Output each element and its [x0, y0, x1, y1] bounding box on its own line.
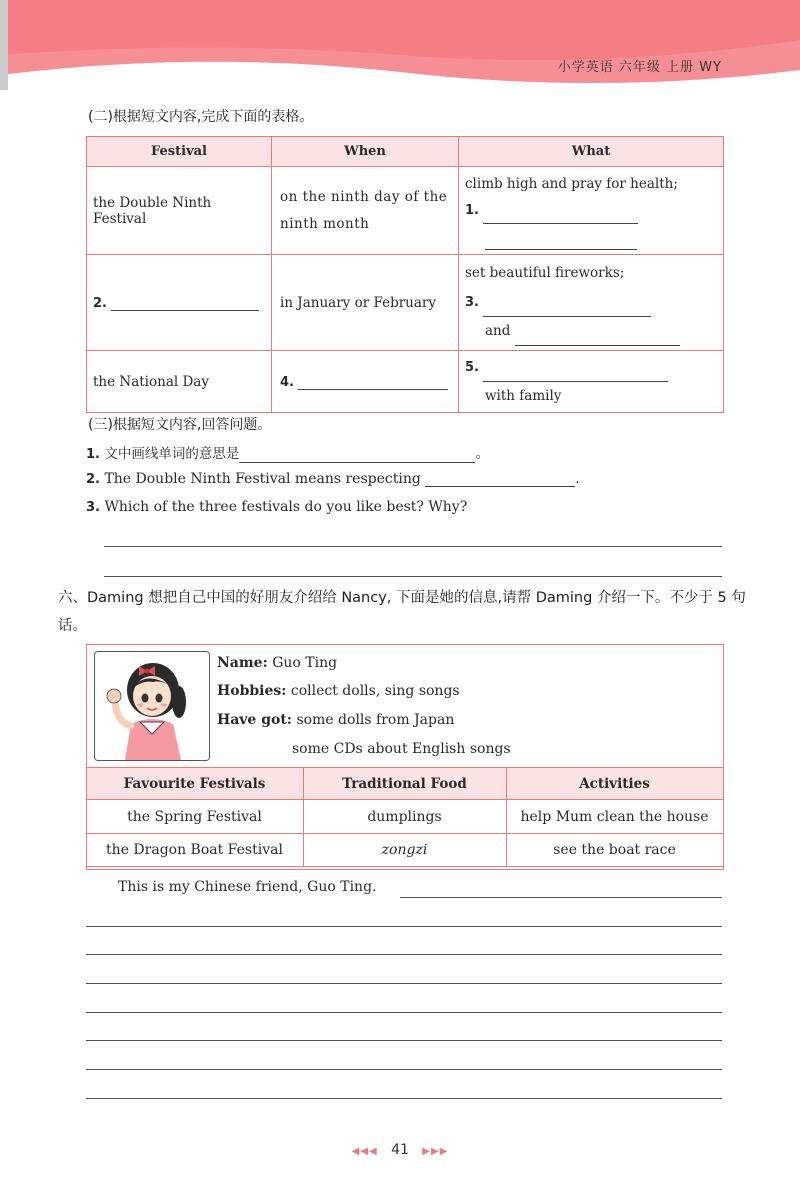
question-1: 1. 文中画线单词的意思是 。 — [86, 446, 490, 462]
q2-answer-blank[interactable] — [425, 485, 575, 487]
what-text: with family — [485, 388, 562, 404]
answer-line[interactable] — [104, 576, 722, 577]
writing-line[interactable] — [86, 1069, 722, 1070]
question-2: 2. The Double Ninth Festival means respecting . — [86, 471, 580, 487]
page-footer — [0, 1142, 800, 1158]
table-row — [87, 167, 724, 255]
info-card — [86, 644, 724, 870]
and-text: and — [485, 323, 511, 339]
writing-line[interactable] — [400, 897, 722, 898]
col-favourite-festivals: Favourite Festivals — [86, 768, 303, 800]
blank-number: 2. — [93, 295, 107, 311]
cell-festival: the Spring Festival — [86, 800, 303, 834]
answer-line[interactable] — [104, 546, 722, 547]
part6-instruction: 六、Daming 想把自己中国的好朋友介绍给 Nancy, 下面是她的信息,请帮 Daming 介绍一下。不少于 5 句话。 — [58, 590, 746, 634]
cell-activity: see the boat race — [506, 834, 723, 867]
cell-food: dumplings — [303, 800, 506, 834]
writing-line[interactable] — [86, 954, 722, 955]
cell-festival: the Double Ninth Festival — [87, 167, 272, 255]
writing-line[interactable] — [86, 983, 722, 984]
writing-line[interactable] — [86, 1012, 722, 1013]
answer-blank-1b[interactable] — [485, 248, 637, 250]
part3-title: (三)根据短文内容,回答问题。 — [88, 417, 272, 433]
blank-number: 3. — [465, 295, 479, 310]
havegot-line: Have got: some dolls from Japan — [217, 712, 455, 728]
havegot-line-2: some CDs about English songs — [292, 741, 511, 757]
writing-line[interactable] — [86, 926, 722, 927]
question-3: 3. Which of the three festivals do you like best? Why? — [86, 499, 468, 515]
q1-answer-blank[interactable] — [239, 461, 475, 463]
name-line: Name: Guo Ting — [217, 655, 338, 671]
book-info: 小学英语 六年级 上册 WY — [557, 60, 722, 75]
what-text: climb high and pray for health; — [465, 176, 678, 192]
col-when: When — [272, 137, 459, 167]
answer-blank-2[interactable] — [111, 309, 259, 311]
writing-line[interactable] — [86, 1098, 722, 1099]
hobbies-line: Hobbies: collect dolls, sing songs — [217, 683, 460, 699]
blank-number: 4. — [280, 374, 294, 390]
col-what: What — [459, 137, 724, 167]
answer-blank-4[interactable] — [298, 388, 448, 390]
writing-line[interactable] — [86, 1040, 722, 1041]
left-arrows-icon: ◀◀◀ — [351, 1146, 378, 1157]
cell-food: zongzi — [303, 834, 506, 867]
cell-festival: the Dragon Boat Festival — [86, 834, 303, 867]
girl-illustration — [94, 651, 210, 761]
col-traditional-food: Traditional Food — [303, 768, 506, 800]
right-arrows-icon: ▶▶▶ — [422, 1146, 449, 1157]
blank-number: 1. — [465, 203, 479, 218]
part2-title: (二)根据短文内容,完成下面的表格。 — [88, 109, 314, 125]
cell-activity: help Mum clean the house — [506, 800, 723, 834]
writing-start: This is my Chinese friend, Guo Ting. — [118, 879, 377, 895]
page-number: 41 — [391, 1142, 409, 1158]
cell-when: in January or February — [272, 255, 459, 351]
cell-festival: the National Day — [87, 351, 272, 413]
festival-info-table — [86, 767, 724, 867]
col-festival: Festival — [87, 137, 272, 167]
festival-table — [86, 136, 724, 413]
table-row — [87, 351, 724, 413]
cell-when: on the ninth day of the ninth month — [272, 167, 459, 255]
table-row — [86, 834, 723, 867]
table-row — [86, 800, 723, 834]
table-row — [87, 255, 724, 351]
answer-blank-3b[interactable] — [515, 344, 680, 346]
header-band — [0, 0, 800, 90]
what-text: set beautiful fireworks; — [465, 265, 625, 281]
col-activities: Activities — [506, 768, 723, 800]
blank-number: 5. — [465, 360, 479, 375]
